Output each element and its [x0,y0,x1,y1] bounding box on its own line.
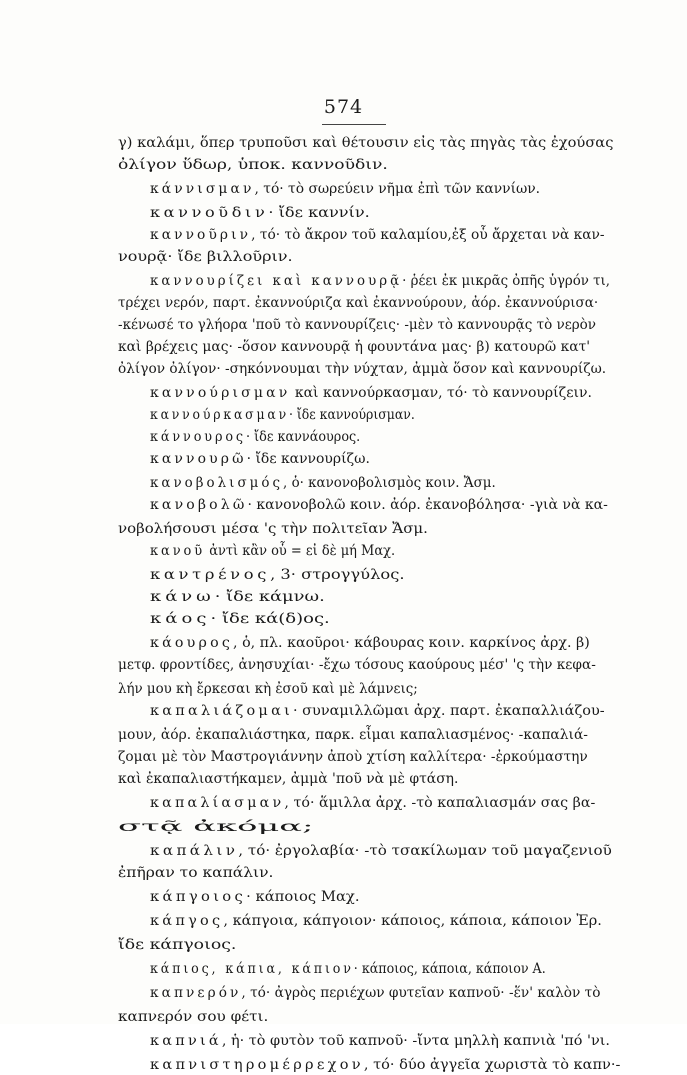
entry-line [150,984,600,1003]
headword: καπνιά [150,1033,222,1049]
entry-line [150,634,590,653]
page-number: 574 [323,96,364,118]
headword: καννουρῶ [150,451,247,467]
entry-line [150,912,602,931]
entry-text: στᾷ ἀκόμα; [118,819,314,835]
entry-text: -κένωσέ το γλήορα 'ποῦ τὸ καννουρίζεις· -μὲν τὸ καννουρᾷς τὸ νερὸν [118,317,597,333]
entry-text: ἀντὶ κἂν οὗ = εἰ δὲ μή Μαχ. [205,543,396,559]
entry-line [150,566,405,585]
headword: κάος [150,611,211,627]
entry-text: ἴδε κάπγοιος. [118,937,237,953]
entry-text: ὀλίγον ὀλίγον· -σηκόννουμαι τὴν νύχταν, ἀμμὰ ὅσον καὶ καννουρίζω. [118,361,607,377]
continuation-line [118,248,293,267]
entry-line [150,496,608,515]
entry-line [150,204,370,223]
entry-text: , ἡ· τὸ φυτὸν τοῦ καπνοῦ· -ἴντα μηλλὴ καπνιὰ 'πό 'νι. [221,1033,610,1049]
continuation-line [118,294,598,313]
entry-text: · ἴδε καννάουρος. [245,429,361,445]
headword: καπνιστηρομέρρεχον [150,1057,364,1073]
headword: κανοῦ [150,543,206,559]
headword: κανοβολῶ [150,497,248,513]
page-number-rule [322,124,386,125]
continuation-line [118,936,236,955]
headword: κάπιος, κάπια, κάπιον [150,961,354,977]
entry-line [150,474,496,493]
entry-text: · ἴδε κά(δ)ος. [210,611,330,627]
entry-text: · κάποιος, κάποια, κάποιον Α. [353,961,546,977]
continuation-line [118,864,273,883]
entry-line [150,702,605,721]
entry-text: μετφ. φροντίδες, ἀνησυχίαι· -ἔχω τόσους καούρους μέσ' 'ς τὴν κεφα- [118,657,596,673]
entry-text: τρέχει νερόν, παρτ. ἐκαννούριζα καὶ ἐκαννούρουν, ἀόρ. ἐκαννούρισα· [118,295,599,311]
entry-line [150,1056,620,1075]
continuation-line [118,770,458,789]
entry-line [150,610,330,629]
continuation-line [118,520,428,539]
headword: κάπγοιος [150,889,247,905]
entry-text: ζομαι μὲ τὸν Μαστρογιάννην ἀποὺ χτίση καλλίτερα· -ἐρκούμαστην [118,749,588,765]
entry-line [150,888,360,907]
entry-text: · συναμιλλῶμαι ἀρχ. παρτ. ἐκαπαλλιάζου- [292,703,605,719]
continuation-line [118,656,596,675]
entry-line [150,960,546,979]
headword: καπνερόν [150,985,242,1001]
headword: καννουρίζει καὶ καννουρᾷ [150,273,403,289]
entry-text: καὶ βρέχεις μας· -ὅσον καννουρᾷ ἡ φουντάνα μας· β) κατουρῶ κατ' [118,339,591,355]
entry-text: καὶ ἐκαπαλιαστήκαμεν, ἀμμὰ 'ποῦ νὰ μὲ φτάση. [118,771,459,787]
headword: καννοῦριν [150,227,252,243]
entry-line [150,542,395,561]
continuation-line [118,818,313,837]
entry-text: καπνερόν σου φέτι. [118,1009,269,1025]
entry-text: ὀλίγον ὕδωρ, ὑποκ. καννοῦδιν. [118,157,388,173]
entry-line [150,226,605,245]
entry-text: , τό· τὸ ἄκρον τοῦ καλαμίου,ἐξ οὗ ἄρχεται νὰ καν- [251,227,605,243]
headword: καπάλιν [150,843,239,859]
entry-text: γ) καλάμι, ὅπερ τρυποῦσι καὶ θέτουσιν εἰς τὰς πηγὰς τὰς ἐχούσας [118,135,614,151]
entry-line [150,794,595,813]
entry-text: · ῥέει ἐκ μικρᾶς ὀπῆς ὑγρόν τι, [402,273,611,289]
entry-text: , ὁ, πλ. καοῦροι· κάβουρας κοιν. καρκίνος ἀρχ. β) [233,635,590,651]
entry-text: , τό· ἐργολαβία· -τὸ τσακίλωμαν τοῦ μαγαζενιοῦ [238,843,612,859]
entry-text: · ἴδε καννουρίζω. [246,451,370,467]
headword: καντρένος [150,567,271,583]
headword: κάουρος [150,635,234,651]
headword: καννοῦδιν [150,205,269,221]
entry-line [150,450,370,469]
headword: καπαλιάζομαι [150,703,293,719]
entry-line [150,180,540,199]
continuation-line [118,748,588,767]
entry-text: λήν μου κὴ ἔρκεσαι κὴ ἐσοῦ καὶ μὲ λάμνεις; [118,681,418,697]
entry-text: , τό· δύο ἀγγεῖα χωριστὰ τὸ καπν·- [363,1057,621,1073]
entry-text: , τό· ἅμιλλα ἀρχ. -τὸ καπαλιασμάν σας βα- [284,795,596,811]
entry-line [150,272,610,291]
entry-text: , τό· τὸ σωρεύειν νῆμα ἐπὶ τῶν καννίων. [254,181,541,197]
entry-text: · κάποιος Μαχ. [246,889,360,905]
entry-line [150,406,415,425]
entry-text: · ἴδε καννίν. [268,205,370,221]
entry-text: καὶ καννούρκασμαν, τό· τὸ καννουρίζειν. [290,385,592,401]
headword: καννούρκασμαν [150,407,289,423]
entry-text: · ἴδε κάμνω. [214,589,325,605]
headword: κάννισμαν [150,181,255,197]
entry-text: , ὁ· κανονοβολισμὸς κοιν. Ἄσμ. [283,475,496,491]
entry-text: · κανονοβολῶ κοιν. ἀόρ. ἐκανοβόλησα· -γιὰ νὰ κα- [247,497,608,513]
headword: κάπγος [150,913,224,929]
continuation-line [118,680,418,699]
headword: κάνω [150,589,215,605]
continuation-line [118,316,596,335]
headword: κάννουρος [150,429,246,445]
continuation-line [118,156,388,175]
continuation-line [118,726,588,745]
entry-line [150,588,325,607]
entry-text: μουν, ἀόρ. ἐκαπαλιάστηκα, παρκ. εἶμαι καπαλιασμένος· -καπαλιά- [118,727,588,743]
entry-text: , κάπγοια, κάπγοιον· κάποιος, κάποια, κάποιον Ἐρ. [223,913,602,929]
continuation-line [118,360,606,379]
entry-text: · ἴδε καννούρισμαν. [288,407,415,423]
headword: κανοβολισμός [150,475,284,491]
entry-text: ἐπῆραν το καπάλιν. [118,865,274,881]
entry-line [150,428,360,447]
headword: καπαλίασμαν [150,795,285,811]
continuation-line [118,338,590,357]
entry-text: , 3· στρογγύλος. [270,567,405,583]
continuation-line [118,134,613,153]
headword: καννούρισμαν [150,385,291,401]
continuation-line [118,1008,268,1027]
entry-text: νοβολήσουσι μέσα 'ς τὴν πολιτεῖαν Ἄσμ. [118,521,428,537]
entry-line [150,384,592,403]
entry-line [150,1032,610,1051]
entry-line [150,842,612,861]
entry-text: , τό· ἀγρὸς περιέχων φυτεῖαν καπνοῦ· -ἕν' καλὸν τὸ [241,985,601,1001]
entry-text: νουρᾷ· ἴδε βιλλοῦριν. [118,249,293,265]
